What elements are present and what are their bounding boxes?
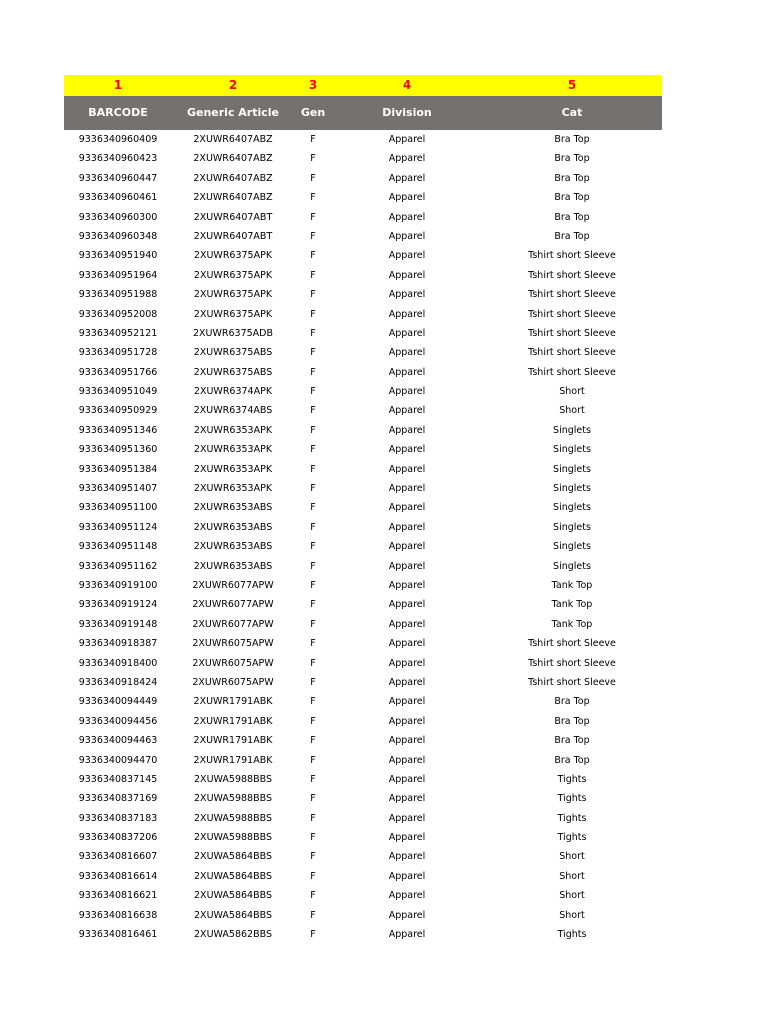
cell-cat: Bra Top	[554, 715, 590, 727]
cell-generic-article: 2XUWR6375APK	[193, 269, 273, 281]
cell-barcode: 9336340951360	[78, 444, 158, 456]
cell-generic-article: 2XUWR6075APW	[192, 676, 274, 688]
cell-generic-article: 2XUWR6353APK	[193, 483, 273, 495]
cell-cat: Tshirt short Sleeve	[528, 638, 616, 650]
cell-barcode: 9336340919100	[78, 579, 158, 591]
cell-barcode: 9336340816614	[78, 870, 158, 882]
cell-gen: F	[310, 424, 316, 436]
cell-generic-article: 2XUWR1791ABK	[193, 735, 273, 747]
cell-gen: F	[310, 715, 316, 727]
cell-division: Apparel	[388, 269, 426, 281]
cell-gen: F	[310, 657, 316, 669]
cell-division: Apparel	[388, 424, 426, 436]
cell-division: Apparel	[388, 754, 426, 766]
header-gen: Gen	[300, 106, 326, 119]
cell-barcode: 9336340094449	[78, 696, 158, 708]
cell-division: Apparel	[388, 134, 426, 145]
cell-barcode: 9336340960423	[78, 153, 158, 165]
cell-gen: F	[310, 444, 316, 456]
cell-cat: Tights	[557, 812, 587, 824]
cell-division: Apparel	[388, 715, 426, 727]
cell-gen: F	[310, 386, 316, 398]
cell-cat: Bra Top	[554, 696, 590, 708]
table-row	[64, 285, 662, 304]
cell-cat: Singlets	[553, 560, 591, 572]
cell-barcode: 9336340837183	[78, 812, 158, 824]
cell-generic-article: 2XUWR6375ADB	[192, 327, 273, 339]
cell-cat: Singlets	[553, 463, 591, 475]
cell-division: Apparel	[388, 890, 426, 902]
cell-cat: Short	[559, 386, 585, 398]
table-row	[64, 246, 662, 265]
table-row	[64, 634, 662, 653]
cell-barcode: 9336340951964	[78, 269, 158, 281]
cell-gen: F	[310, 366, 316, 378]
cell-gen: F	[310, 541, 316, 553]
cell-barcode: 9336340951162	[78, 560, 158, 572]
cell-cat: Tshirt short Sleeve	[528, 289, 616, 301]
cell-cat: Bra Top	[554, 192, 590, 204]
table-row	[64, 460, 662, 479]
cell-generic-article: 2XUWR6077APW	[192, 579, 274, 591]
cell-barcode: 9336340816621	[78, 890, 158, 902]
cell-gen: F	[310, 502, 316, 514]
cell-barcode: 9336340816607	[78, 851, 158, 863]
cell-gen: F	[310, 521, 316, 533]
cell-barcode: 9336340816461	[78, 929, 158, 941]
cell-gen: F	[310, 405, 316, 417]
cell-division: Apparel	[388, 463, 426, 475]
cell-generic-article: 2XUWR6353ABS	[193, 502, 273, 514]
table-row	[64, 576, 662, 595]
cell-barcode: 9336340960348	[78, 230, 158, 242]
cell-barcode: 9336340960409	[78, 134, 158, 145]
cell-division: Apparel	[388, 929, 426, 941]
cell-cat: Tank Top	[551, 618, 593, 630]
cell-barcode: 9336340952008	[78, 308, 158, 320]
cell-gen: F	[310, 870, 316, 882]
cell-generic-article: 2XUWR6407ABZ	[193, 192, 273, 204]
cell-barcode: 9336340951100	[78, 502, 158, 514]
cell-barcode: 9336340918387	[78, 638, 158, 650]
table-body	[64, 130, 662, 944]
cell-barcode: 9336340951988	[78, 289, 158, 301]
cell-division: Apparel	[388, 211, 426, 223]
cell-division: Apparel	[388, 153, 426, 165]
cell-generic-article: 2XUWA5864BBS	[194, 870, 272, 882]
table-row	[64, 557, 662, 576]
cell-generic-article: 2XUWR6375APK	[193, 289, 273, 301]
table-row	[64, 169, 662, 188]
cell-gen: F	[310, 618, 316, 630]
cell-gen: F	[310, 483, 316, 495]
cell-cat: Tights	[557, 773, 587, 785]
cell-division: Apparel	[388, 560, 426, 572]
header-barcode: BARCODE	[88, 106, 148, 119]
cell-barcode: 9336340951766	[78, 366, 158, 378]
cell-gen: F	[310, 269, 316, 281]
cell-barcode: 9336340951940	[78, 250, 158, 262]
cell-generic-article: 2XUWR6353ABS	[193, 560, 273, 572]
cell-generic-article: 2XUWR6375ABS	[193, 347, 273, 359]
cell-cat: Tights	[557, 832, 587, 844]
cell-cat: Bra Top	[554, 754, 590, 766]
table-row	[64, 208, 662, 227]
cell-generic-article: 2XUWR6353APK	[193, 424, 273, 436]
cell-gen: F	[310, 134, 316, 145]
cell-gen: F	[310, 172, 316, 184]
cell-barcode: 9336340919124	[78, 599, 158, 611]
cell-cat: Singlets	[553, 483, 591, 495]
table-row	[64, 673, 662, 692]
cell-cat: Singlets	[553, 521, 591, 533]
cell-barcode: 9336340094456	[78, 715, 158, 727]
cell-generic-article: 2XUWA5864BBS	[194, 851, 272, 863]
cell-generic-article: 2XUWR6407ABT	[193, 230, 273, 242]
table-row	[64, 906, 662, 925]
table-row	[64, 440, 662, 459]
cell-gen: F	[310, 560, 316, 572]
cell-barcode: 9336340918424	[78, 676, 158, 688]
table-row	[64, 751, 662, 770]
cell-generic-article: 2XUWR6407ABZ	[193, 172, 273, 184]
cell-division: Apparel	[388, 289, 426, 301]
cell-barcode: 9336340952121	[78, 327, 158, 339]
cell-gen: F	[310, 327, 316, 339]
table-row	[64, 518, 662, 537]
column-number-2: 2	[228, 78, 238, 92]
table-header-row	[64, 96, 662, 130]
cell-generic-article: 2XUWR6375APK	[193, 308, 273, 320]
table-row	[64, 305, 662, 324]
cell-generic-article: 2XUWR6353ABS	[193, 541, 273, 553]
table-row	[64, 712, 662, 731]
cell-generic-article: 2XUWA5988BBS	[194, 773, 272, 785]
cell-generic-article: 2XUWA5864BBS	[194, 909, 272, 921]
cell-cat: Short	[559, 870, 585, 882]
cell-gen: F	[310, 696, 316, 708]
table-row	[64, 809, 662, 828]
header-generic-article: Generic Article	[186, 106, 280, 119]
table-row	[64, 498, 662, 517]
cell-generic-article: 2XUWR6407ABT	[193, 211, 273, 223]
cell-generic-article: 2XUWR1791ABK	[193, 754, 273, 766]
cell-cat: Singlets	[553, 444, 591, 456]
cell-division: Apparel	[388, 618, 426, 630]
cell-cat: Bra Top	[554, 230, 590, 242]
table-row	[64, 130, 662, 149]
cell-division: Apparel	[388, 483, 426, 495]
table-row	[64, 149, 662, 168]
table-row	[64, 731, 662, 750]
cell-division: Apparel	[388, 579, 426, 591]
cell-barcode: 9336340960447	[78, 172, 158, 184]
cell-division: Apparel	[388, 327, 426, 339]
cell-barcode: 9336340837206	[78, 832, 158, 844]
cell-division: Apparel	[388, 521, 426, 533]
cell-generic-article: 2XUWR6353APK	[193, 444, 273, 456]
cell-barcode: 9336340960461	[78, 192, 158, 204]
cell-division: Apparel	[388, 502, 426, 514]
column-number-5: 5	[567, 78, 577, 92]
table-row	[64, 266, 662, 285]
table-row	[64, 692, 662, 711]
cell-gen: F	[310, 192, 316, 204]
cell-cat: Tshirt short Sleeve	[528, 269, 616, 281]
cell-generic-article: 2XUWR6407ABZ	[193, 153, 273, 165]
cell-barcode: 9336340094463	[78, 735, 158, 747]
cell-cat: Singlets	[553, 541, 591, 553]
cell-gen: F	[310, 211, 316, 223]
cell-gen: F	[310, 638, 316, 650]
cell-cat: Tshirt short Sleeve	[528, 657, 616, 669]
cell-generic-article: 2XUWR6353APK	[193, 463, 273, 475]
cell-barcode: 9336340960300	[78, 211, 158, 223]
table-row	[64, 188, 662, 207]
cell-cat: Tights	[557, 793, 587, 805]
cell-division: Apparel	[388, 696, 426, 708]
cell-cat: Tank Top	[551, 599, 593, 611]
cell-gen: F	[310, 250, 316, 262]
cell-cat: Tshirt short Sleeve	[528, 327, 616, 339]
table-row	[64, 421, 662, 440]
cell-cat: Tshirt short Sleeve	[528, 308, 616, 320]
cell-gen: F	[310, 579, 316, 591]
cell-barcode: 9336340919148	[78, 618, 158, 630]
cell-cat: Bra Top	[554, 735, 590, 747]
table-row	[64, 324, 662, 343]
cell-division: Apparel	[388, 909, 426, 921]
cell-division: Apparel	[388, 541, 426, 553]
cell-cat: Tshirt short Sleeve	[528, 366, 616, 378]
cell-division: Apparel	[388, 386, 426, 398]
cell-generic-article: 2XUWA5862BBS	[194, 929, 272, 941]
cell-generic-article: 2XUWA5864BBS	[194, 890, 272, 902]
cell-cat: Tshirt short Sleeve	[528, 347, 616, 359]
column-number-row	[64, 75, 662, 96]
cell-generic-article: 2XUWR6375APK	[193, 250, 273, 262]
cell-division: Apparel	[388, 657, 426, 669]
cell-division: Apparel	[388, 405, 426, 417]
cell-generic-article: 2XUWA5988BBS	[194, 812, 272, 824]
cell-division: Apparel	[388, 638, 426, 650]
cell-gen: F	[310, 289, 316, 301]
table-row	[64, 789, 662, 808]
cell-cat: Bra Top	[554, 153, 590, 165]
cell-barcode: 9336340837169	[78, 793, 158, 805]
header-cat: Cat	[561, 106, 583, 119]
cell-generic-article: 2XUWR6374APK	[193, 386, 273, 398]
cell-division: Apparel	[388, 250, 426, 262]
table-row	[64, 479, 662, 498]
cell-generic-article: 2XUWA5988BBS	[194, 832, 272, 844]
table-row	[64, 401, 662, 420]
cell-gen: F	[310, 735, 316, 747]
cell-division: Apparel	[388, 444, 426, 456]
table-row	[64, 615, 662, 634]
table-row	[64, 363, 662, 382]
cell-gen: F	[310, 909, 316, 921]
cell-gen: F	[310, 754, 316, 766]
cell-cat: Short	[559, 909, 585, 921]
cell-cat: Bra Top	[554, 172, 590, 184]
header-division: Division	[382, 106, 432, 119]
cell-cat: Tank Top	[551, 579, 593, 591]
cell-barcode: 9336340837145	[78, 773, 158, 785]
cell-cat: Bra Top	[554, 134, 590, 145]
cell-cat: Tights	[557, 929, 587, 941]
cell-gen: F	[310, 793, 316, 805]
table-row	[64, 654, 662, 673]
cell-barcode: 9336340951124	[78, 521, 158, 533]
cell-division: Apparel	[388, 793, 426, 805]
cell-division: Apparel	[388, 366, 426, 378]
cell-generic-article: 2XUWR6077APW	[192, 599, 274, 611]
cell-gen: F	[310, 599, 316, 611]
cell-division: Apparel	[388, 308, 426, 320]
cell-division: Apparel	[388, 773, 426, 785]
cell-barcode: 9336340951049	[78, 386, 158, 398]
column-number-3: 3	[308, 78, 318, 92]
cell-gen: F	[310, 812, 316, 824]
cell-generic-article: 2XUWR6353ABS	[193, 521, 273, 533]
cell-cat: Singlets	[553, 502, 591, 514]
table-row	[64, 925, 662, 944]
cell-barcode: 9336340094470	[78, 754, 158, 766]
cell-division: Apparel	[388, 172, 426, 184]
cell-generic-article: 2XUWA5988BBS	[194, 793, 272, 805]
cell-generic-article: 2XUWR6075APW	[192, 638, 274, 650]
cell-division: Apparel	[388, 812, 426, 824]
cell-division: Apparel	[388, 599, 426, 611]
cell-division: Apparel	[388, 192, 426, 204]
cell-gen: F	[310, 773, 316, 785]
table-row	[64, 886, 662, 905]
cell-cat: Bra Top	[554, 211, 590, 223]
cell-division: Apparel	[388, 347, 426, 359]
table-row	[64, 595, 662, 614]
cell-generic-article: 2XUWR1791ABK	[193, 715, 273, 727]
cell-cat: Singlets	[553, 424, 591, 436]
cell-division: Apparel	[388, 735, 426, 747]
table-row	[64, 867, 662, 886]
cell-generic-article: 2XUWR6075APW	[192, 657, 274, 669]
column-number-4: 4	[402, 78, 412, 92]
cell-cat: Short	[559, 851, 585, 863]
cell-barcode: 9336340951407	[78, 483, 158, 495]
cell-barcode: 9336340918400	[78, 657, 158, 669]
cell-gen: F	[310, 676, 316, 688]
cell-gen: F	[310, 851, 316, 863]
cell-gen: F	[310, 890, 316, 902]
cell-cat: Short	[559, 890, 585, 902]
cell-barcode: 9336340816638	[78, 909, 158, 921]
table-row	[64, 227, 662, 246]
cell-generic-article: 2XUWR6077APW	[192, 618, 274, 630]
cell-gen: F	[310, 230, 316, 242]
cell-gen: F	[310, 929, 316, 941]
cell-gen: F	[310, 463, 316, 475]
cell-division: Apparel	[388, 851, 426, 863]
table-row	[64, 770, 662, 789]
cell-barcode: 9336340950929	[78, 405, 158, 417]
cell-barcode: 9336340951728	[78, 347, 158, 359]
cell-barcode: 9336340951384	[78, 463, 158, 475]
cell-generic-article: 2XUWR6375ABS	[193, 366, 273, 378]
cell-gen: F	[310, 347, 316, 359]
table-row	[64, 828, 662, 847]
cell-division: Apparel	[388, 230, 426, 242]
cell-cat: Short	[559, 405, 585, 417]
cell-cat: Tshirt short Sleeve	[528, 250, 616, 262]
table-row	[64, 537, 662, 556]
table-row	[64, 847, 662, 866]
table-row	[64, 382, 662, 401]
column-number-1: 1	[113, 78, 123, 92]
cell-division: Apparel	[388, 676, 426, 688]
table-row	[64, 343, 662, 362]
cell-division: Apparel	[388, 870, 426, 882]
cell-gen: F	[310, 308, 316, 320]
cell-barcode: 9336340951148	[78, 541, 158, 553]
cell-generic-article: 2XUWR6407ABZ	[193, 134, 273, 145]
cell-barcode: 9336340951346	[78, 424, 158, 436]
cell-gen: F	[310, 832, 316, 844]
cell-gen: F	[310, 153, 316, 165]
cell-division: Apparel	[388, 832, 426, 844]
cell-cat: Tshirt short Sleeve	[528, 676, 616, 688]
cell-generic-article: 2XUWR6374ABS	[193, 405, 273, 417]
cell-generic-article: 2XUWR1791ABK	[193, 696, 273, 708]
spreadsheet-table	[64, 75, 662, 944]
